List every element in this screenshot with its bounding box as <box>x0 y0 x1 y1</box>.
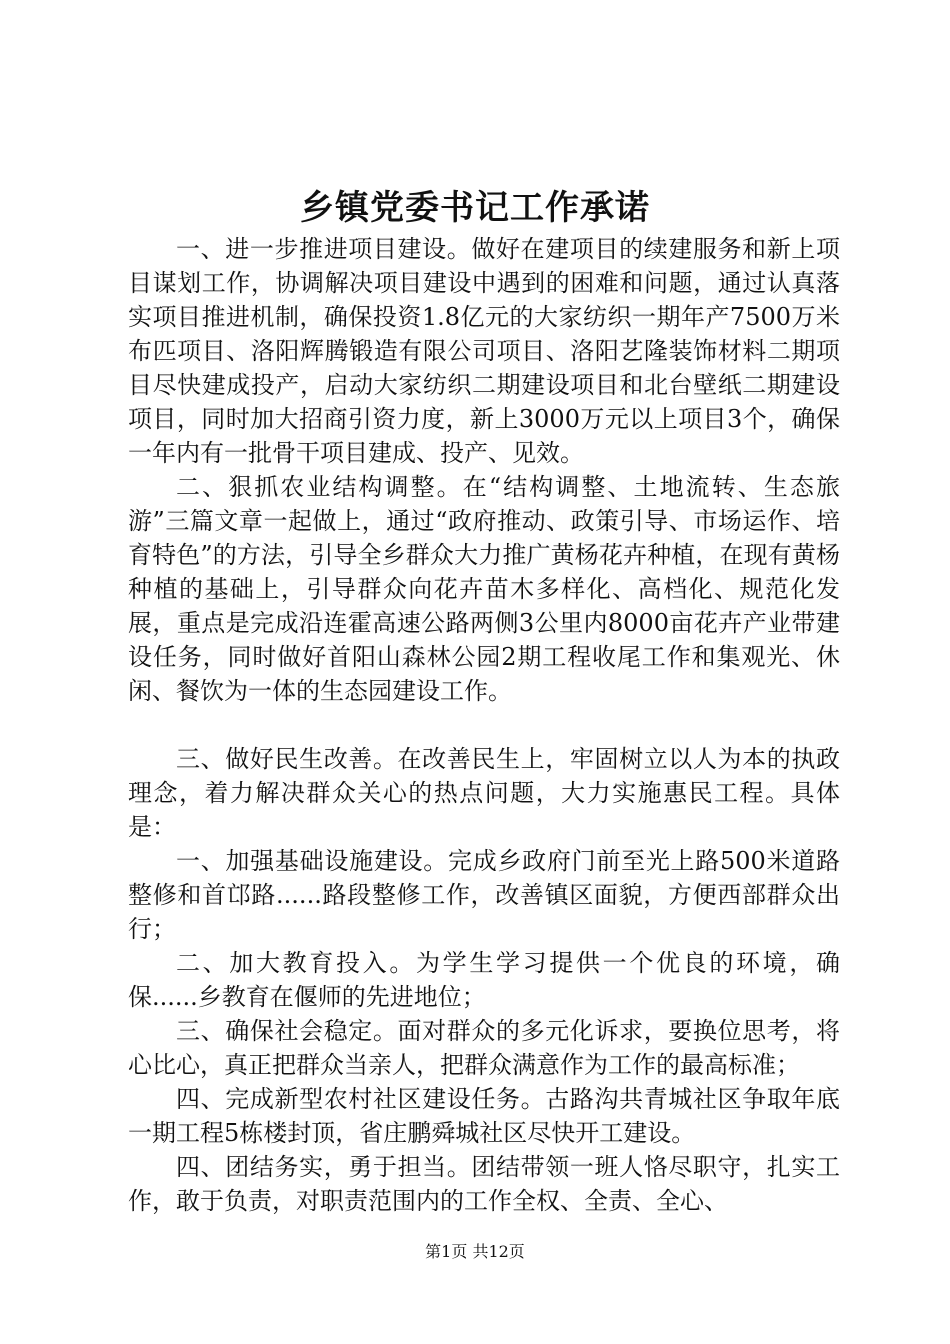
paragraph-livelihood-improvement: 三、做好民生改善。在改善民生上，牢固树立以人为本的执政理念，着力解决群众关心的热点问题，大力实施惠民工程。具体是： <box>128 745 840 841</box>
paragraph-project-construction: 一、进一步推进项目建设。做好在建项目的续建服务和新上项目谋划工作，协调解决项目建设中遇到的困难和问题，通过认真落实项目推进机制，确保投资1.8亿元的大家纺织一期年产7500万米布匹项目、洛阳辉腾锻造有限公司项目、洛阳艺隆装饰材料二期项目尽快建成投产，启动大家纺织二期建设项目和北台壁纸二期建设项目，同时加大招商引资力度，新上3000万元以上项目3个，确保一年内有一批骨干项目建成、投产、见效。 <box>128 235 840 467</box>
paragraph-agriculture-adjustment: 二、狠抓农业结构调整。在“结构调整、土地流转、生态旅游”三篇文章一起做上，通过“政府推动、政策引导、市场运作、培育特色”的方法，引导全乡群众大力推广黄杨花卉种植，在现有黄杨种植的基础上，引导群众向花卉苗木多样化、高档化、规范化发展，重点是完成沿连霍高速公路两侧3公里内8000亩花卉产业带建设任务，同时做好首阳山森林公园2期工程收尾工作和集观光、休闲、餐饮为一体的生态园建设工作。 <box>128 473 840 705</box>
paragraph-rural-community: 四、完成新型农村社区建设任务。古路沟共青城社区争取年底一期工程5栋楼封顶，省庄鹏舜城社区尽快开工建设。 <box>128 1085 840 1147</box>
paragraph-education: 二、加大教育投入。为学生学习提供一个优良的环境，确保......乡教育在偃师的先进地位； <box>128 949 840 1011</box>
paragraph-infrastructure: 一、加强基础设施建设。完成乡政府门前至光上路500米道路整修和首邙路......路段整修工作，改善镇区面貌，方便西部群众出行； <box>128 847 840 943</box>
document-body <box>128 232 840 1218</box>
paragraph-unity-responsibility: 四、团结务实，勇于担当。团结带领一班人恪尽职守，扎实工作，敢于负责，对职责范围内的工作全权、全责、全心、 <box>128 1153 840 1215</box>
document-title: 乡镇党委书记工作承诺 <box>300 188 650 228</box>
page-number-footer: 第1页 共12页 <box>425 1242 525 1261</box>
paragraph-social-stability: 三、确保社会稳定。面对群众的多元化诉求，要换位思考，将心比心，真正把群众当亲人，把群众满意作为工作的最高标准； <box>128 1017 840 1079</box>
